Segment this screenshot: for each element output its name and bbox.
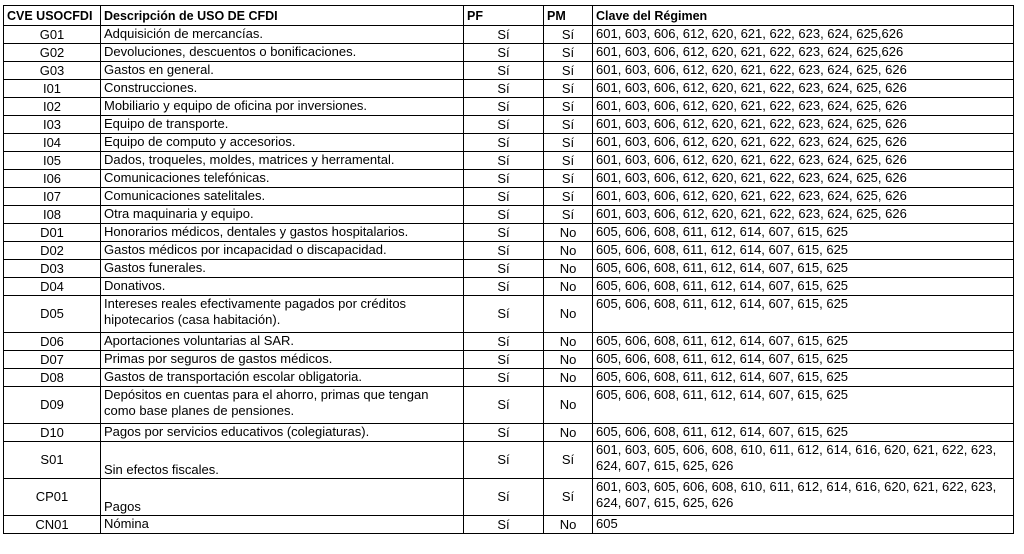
- table-row: [4, 387, 1014, 424]
- clave-cell: 601, 603, 606, 612, 620, 621, 622, 623, 624, 625,626: [593, 26, 1014, 44]
- code-cell: G01: [4, 26, 101, 44]
- header-pf: PF: [464, 6, 544, 26]
- table-row: [4, 369, 1014, 387]
- pf-cell: Sí: [464, 479, 544, 516]
- description-cell: Pagos por servicios educativos (colegiaturas).: [101, 424, 464, 442]
- pf-cell: Sí: [464, 516, 544, 534]
- table-row: [4, 98, 1014, 116]
- description-cell: Gastos funerales.: [101, 260, 464, 278]
- code-cell: D07: [4, 351, 101, 369]
- description-cell: Dados, troqueles, moldes, matrices y herramental.: [101, 152, 464, 170]
- description-cell: Devoluciones, descuentos o bonificaciones.: [101, 44, 464, 62]
- code-cell: D09: [4, 387, 101, 424]
- description-cell: Donativos.: [101, 278, 464, 296]
- pf-cell: Sí: [464, 387, 544, 424]
- clave-cell: 605, 606, 608, 611, 612, 614, 607, 615, 625: [593, 333, 1014, 351]
- description-cell: Primas por seguros de gastos médicos.: [101, 351, 464, 369]
- pf-cell: Sí: [464, 152, 544, 170]
- clave-cell: 605, 606, 608, 611, 612, 614, 607, 615, 625: [593, 369, 1014, 387]
- pf-cell: Sí: [464, 170, 544, 188]
- cfdi-usage-table: [3, 5, 1014, 534]
- description-cell: Sin efectos fiscales.: [101, 442, 464, 479]
- pm-cell: No: [544, 224, 593, 242]
- code-cell: I07: [4, 188, 101, 206]
- code-cell: D02: [4, 242, 101, 260]
- pf-cell: Sí: [464, 188, 544, 206]
- clave-cell: 601, 603, 606, 612, 620, 621, 622, 623, 624, 625, 626: [593, 152, 1014, 170]
- header-description: Descripción de USO DE CFDI: [101, 6, 464, 26]
- pm-cell: No: [544, 369, 593, 387]
- pm-cell: Sí: [544, 188, 593, 206]
- pf-cell: Sí: [464, 442, 544, 479]
- pf-cell: Sí: [464, 62, 544, 80]
- code-cell: I06: [4, 170, 101, 188]
- pm-cell: No: [544, 260, 593, 278]
- clave-cell: 601, 603, 605, 606, 608, 610, 611, 612, 614, 616, 620, 621, 622, 623, 624, 607, 615, 625, 626: [593, 479, 1014, 516]
- clave-cell: 601, 603, 606, 612, 620, 621, 622, 623, 624, 625, 626: [593, 188, 1014, 206]
- clave-cell: 601, 603, 606, 612, 620, 621, 622, 623, 624, 625, 626: [593, 134, 1014, 152]
- code-cell: D06: [4, 333, 101, 351]
- clave-cell: 605, 606, 608, 611, 612, 614, 607, 615, 625: [593, 224, 1014, 242]
- description-cell: Honorarios médicos, dentales y gastos hospitalarios.: [101, 224, 464, 242]
- pm-cell: No: [544, 242, 593, 260]
- code-cell: S01: [4, 442, 101, 479]
- table-row: [4, 80, 1014, 98]
- clave-cell: 601, 603, 606, 612, 620, 621, 622, 623, 624, 625, 626: [593, 116, 1014, 134]
- clave-cell: 605: [593, 516, 1014, 534]
- pm-cell: Sí: [544, 98, 593, 116]
- pf-cell: Sí: [464, 134, 544, 152]
- table-row: [4, 170, 1014, 188]
- clave-cell: 601, 603, 605, 606, 608, 610, 611, 612, 614, 616, 620, 621, 622, 623, 624, 607, 615, 625, 626: [593, 442, 1014, 479]
- description-cell: Comunicaciones telefónicas.: [101, 170, 464, 188]
- pm-cell: Sí: [544, 206, 593, 224]
- clave-cell: 601, 603, 606, 612, 620, 621, 622, 623, 624, 625, 626: [593, 206, 1014, 224]
- description-cell: Otra maquinaria y equipo.: [101, 206, 464, 224]
- pf-cell: Sí: [464, 278, 544, 296]
- pf-cell: Sí: [464, 26, 544, 44]
- table-row: [4, 442, 1014, 479]
- table-row: [4, 62, 1014, 80]
- pf-cell: Sí: [464, 424, 544, 442]
- pm-cell: No: [544, 516, 593, 534]
- pf-cell: Sí: [464, 333, 544, 351]
- pm-cell: No: [544, 351, 593, 369]
- clave-cell: 601, 603, 606, 612, 620, 621, 622, 623, 624, 625, 626: [593, 80, 1014, 98]
- pf-cell: Sí: [464, 242, 544, 260]
- pf-cell: Sí: [464, 369, 544, 387]
- header-clave: Clave del Régimen: [593, 6, 1014, 26]
- description-cell: Adquisición de mercancías.: [101, 26, 464, 44]
- pm-cell: Sí: [544, 479, 593, 516]
- description-cell: Pagos: [101, 479, 464, 516]
- table-row: [4, 224, 1014, 242]
- table-row: [4, 242, 1014, 260]
- code-cell: D08: [4, 369, 101, 387]
- clave-cell: 601, 603, 606, 612, 620, 621, 622, 623, 624, 625,626: [593, 44, 1014, 62]
- table-row: [4, 479, 1014, 516]
- table-row: [4, 333, 1014, 351]
- table-row: [4, 516, 1014, 534]
- pm-cell: Sí: [544, 44, 593, 62]
- description-cell: Equipo de computo y accesorios.: [101, 134, 464, 152]
- pm-cell: Sí: [544, 442, 593, 479]
- code-cell: G02: [4, 44, 101, 62]
- code-cell: I08: [4, 206, 101, 224]
- code-cell: D10: [4, 424, 101, 442]
- pf-cell: Sí: [464, 206, 544, 224]
- description-cell: Mobiliario y equipo de oficina por inversiones.: [101, 98, 464, 116]
- pm-cell: Sí: [544, 134, 593, 152]
- pf-cell: Sí: [464, 80, 544, 98]
- table-row: [4, 116, 1014, 134]
- header-row: [4, 6, 1014, 26]
- table-body: [4, 26, 1014, 534]
- header-code: CVE USOCFDI: [4, 6, 101, 26]
- pf-cell: Sí: [464, 296, 544, 333]
- description-cell: Equipo de transporte.: [101, 116, 464, 134]
- description-cell: Intereses reales efectivamente pagados por créditos hipotecarios (casa habitación).: [101, 296, 464, 333]
- code-cell: CN01: [4, 516, 101, 534]
- table-row: [4, 44, 1014, 62]
- pm-cell: No: [544, 333, 593, 351]
- description-cell: Construcciones.: [101, 80, 464, 98]
- table-row: [4, 351, 1014, 369]
- code-cell: I03: [4, 116, 101, 134]
- description-cell: Gastos de transportación escolar obligatoria.: [101, 369, 464, 387]
- description-cell: Gastos médicos por incapacidad o discapacidad.: [101, 242, 464, 260]
- pm-cell: Sí: [544, 152, 593, 170]
- code-cell: CP01: [4, 479, 101, 516]
- pf-cell: Sí: [464, 224, 544, 242]
- pm-cell: Sí: [544, 116, 593, 134]
- pf-cell: Sí: [464, 98, 544, 116]
- clave-cell: 601, 603, 606, 612, 620, 621, 622, 623, 624, 625, 626: [593, 170, 1014, 188]
- pm-cell: Sí: [544, 170, 593, 188]
- code-cell: I05: [4, 152, 101, 170]
- pm-cell: Sí: [544, 80, 593, 98]
- code-cell: D01: [4, 224, 101, 242]
- clave-cell: 605, 606, 608, 611, 612, 614, 607, 615, 625: [593, 387, 1014, 424]
- description-cell: Gastos en general.: [101, 62, 464, 80]
- clave-cell: 605, 606, 608, 611, 612, 614, 607, 615, 625: [593, 296, 1014, 333]
- code-cell: I04: [4, 134, 101, 152]
- pm-cell: No: [544, 387, 593, 424]
- pf-cell: Sí: [464, 260, 544, 278]
- clave-cell: 605, 606, 608, 611, 612, 614, 607, 615, 625: [593, 260, 1014, 278]
- clave-cell: 601, 603, 606, 612, 620, 621, 622, 623, 624, 625, 626: [593, 98, 1014, 116]
- table-row: [4, 188, 1014, 206]
- clave-cell: 601, 603, 606, 612, 620, 621, 622, 623, 624, 625, 626: [593, 62, 1014, 80]
- code-cell: D04: [4, 278, 101, 296]
- description-cell: Comunicaciones satelitales.: [101, 188, 464, 206]
- pf-cell: Sí: [464, 44, 544, 62]
- table-row: [4, 206, 1014, 224]
- cfdi-usage-table-container: [3, 5, 1014, 534]
- clave-cell: 605, 606, 608, 611, 612, 614, 607, 615, 625: [593, 424, 1014, 442]
- pm-cell: No: [544, 296, 593, 333]
- pm-cell: Sí: [544, 26, 593, 44]
- table-row: [4, 278, 1014, 296]
- description-cell: Depósitos en cuentas para el ahorro, primas que tengan como base planes de pensiones.: [101, 387, 464, 424]
- table-row: [4, 152, 1014, 170]
- table-row: [4, 134, 1014, 152]
- clave-cell: 605, 606, 608, 611, 612, 614, 607, 615, 625: [593, 242, 1014, 260]
- clave-cell: 605, 606, 608, 611, 612, 614, 607, 615, 625: [593, 351, 1014, 369]
- table-row: [4, 26, 1014, 44]
- code-cell: D05: [4, 296, 101, 333]
- header-pm: PM: [544, 6, 593, 26]
- pf-cell: Sí: [464, 351, 544, 369]
- code-cell: D03: [4, 260, 101, 278]
- code-cell: I01: [4, 80, 101, 98]
- table-row: [4, 424, 1014, 442]
- table-row: [4, 260, 1014, 278]
- description-cell: Nómina: [101, 516, 464, 534]
- code-cell: G03: [4, 62, 101, 80]
- description-cell: Aportaciones voluntarias al SAR.: [101, 333, 464, 351]
- pm-cell: No: [544, 278, 593, 296]
- clave-cell: 605, 606, 608, 611, 612, 614, 607, 615, 625: [593, 278, 1014, 296]
- pm-cell: Sí: [544, 62, 593, 80]
- pf-cell: Sí: [464, 116, 544, 134]
- code-cell: I02: [4, 98, 101, 116]
- pm-cell: No: [544, 424, 593, 442]
- table-row: [4, 296, 1014, 333]
